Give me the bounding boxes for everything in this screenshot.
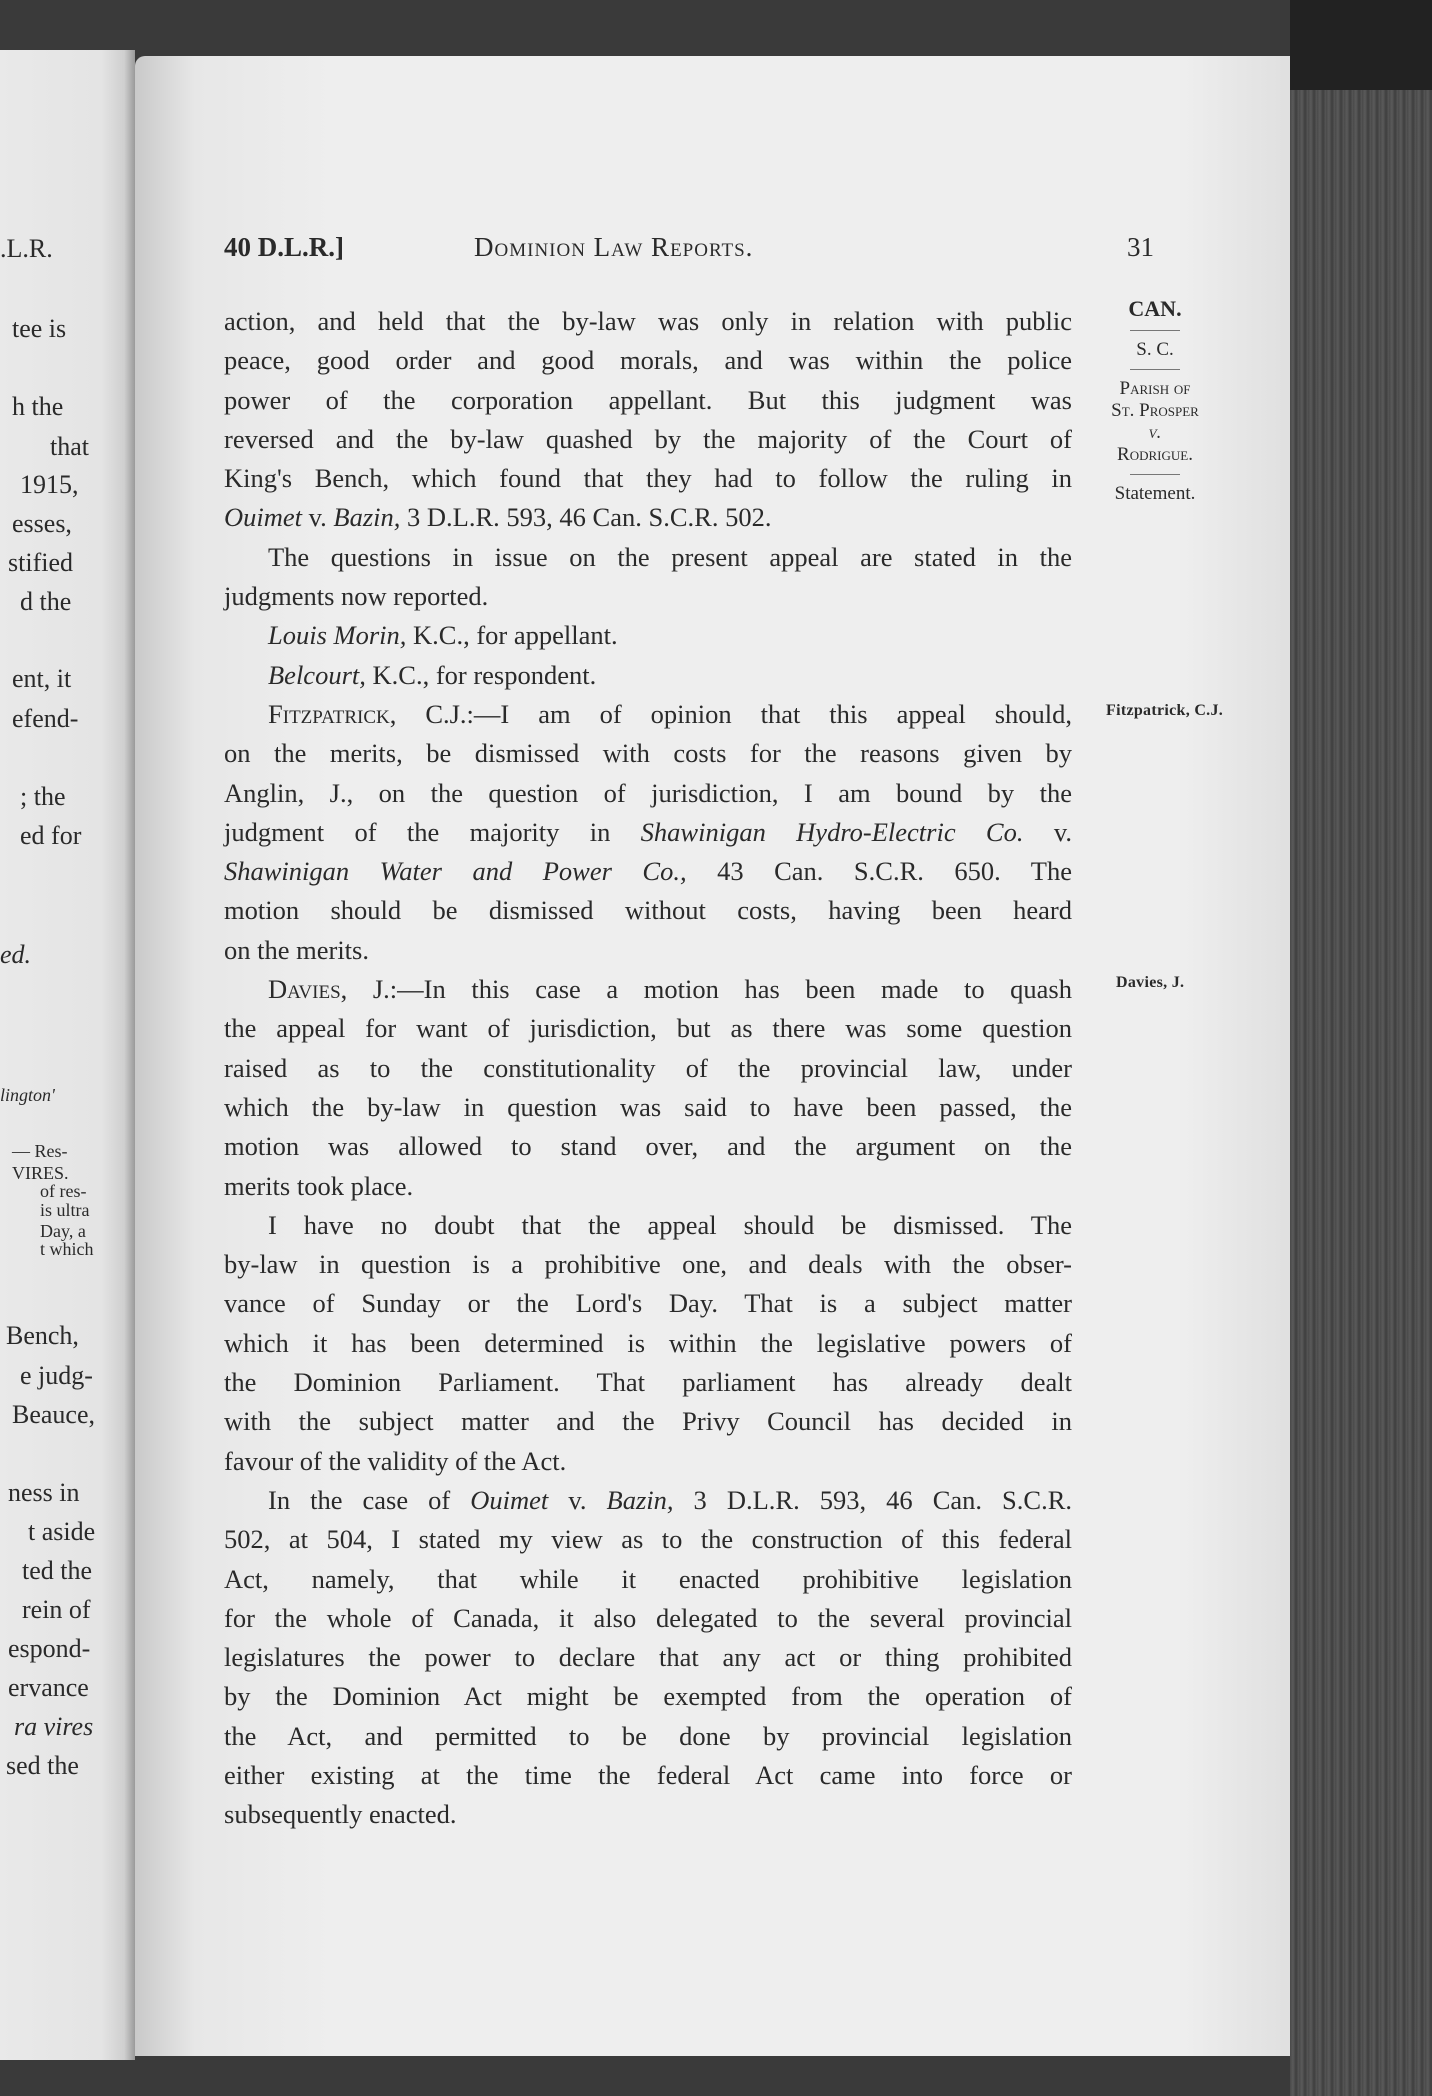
court-abbreviation: S. C. xyxy=(1136,339,1174,360)
case-name-line: Rodrigue. xyxy=(1117,444,1193,465)
volume-reference: 40 D.L.R.] xyxy=(224,232,344,262)
case-citation: Shawinigan Water and Power Co., xyxy=(224,856,687,887)
left-page-fragment: — Res- xyxy=(12,1141,68,1161)
text-line: motion should be dismissed without costs, having been heard xyxy=(224,895,1072,926)
case-name-line: St. Prosper xyxy=(1111,400,1199,421)
text-line: raised as to the constitutionality of the provincial law, under xyxy=(224,1052,1072,1083)
left-page-fragment: d the xyxy=(20,587,72,616)
text-line: by-law in question is a prohibitive one, and deals with the obser- xyxy=(224,1249,1072,1280)
counsel-name: Louis Morin, xyxy=(268,620,407,651)
case-citation: Ouimet xyxy=(470,1484,549,1515)
left-page-fragment: h the xyxy=(12,392,64,421)
text-line: peace, good order and good morals, and was within the police xyxy=(224,345,1072,376)
case-name-line: Parish of xyxy=(1119,378,1191,399)
left-page-fragment: ted the xyxy=(22,1556,93,1585)
text-span: K.C., for appellant. xyxy=(406,620,618,651)
text-line: on the merits, be dismissed with costs for the reasons given by xyxy=(224,738,1072,769)
text-line: either existing at the time the federal Act came into force or xyxy=(224,1759,1072,1790)
text-line: by the Dominion Act might be exempted from the operation of xyxy=(224,1681,1072,1712)
sidebar-rule xyxy=(1130,330,1180,331)
left-page-fragment: efend- xyxy=(12,704,79,733)
page-edges-stack xyxy=(1290,60,1432,2096)
left-page-fragment: ; the xyxy=(20,782,66,811)
text-line: merits took place. xyxy=(224,1170,414,1201)
text-span: In the case of xyxy=(268,1484,471,1515)
text-line: with the subject matter and the Privy Council has decided in xyxy=(224,1406,1072,1437)
text-span: , J.:—In this case a motion has been made to quash xyxy=(340,974,1072,1005)
top-shadow xyxy=(1290,0,1432,90)
text-line: The questions in issue on the present appeal are stated in the xyxy=(268,541,1072,572)
left-page-fragment: Bench, xyxy=(6,1321,79,1350)
section-label: Statement. xyxy=(1114,483,1196,504)
text-line: on the merits. xyxy=(224,934,369,965)
text-span: 3 D.L.R. 593, 46 Can. S.C.R. 502. xyxy=(400,502,772,533)
left-page-fragment: espond- xyxy=(8,1634,91,1663)
text-line: favour of the validity of the Act. xyxy=(224,1445,567,1476)
left-page-fragment: esses, xyxy=(12,509,72,538)
left-page-fragment: ed. xyxy=(0,940,32,969)
judge-name: Fitzpatrick xyxy=(268,698,390,729)
text-line: the appeal for want of jurisdiction, but as there was some question xyxy=(224,1013,1072,1044)
text-line xyxy=(224,695,1072,734)
left-page-fragment: tee is xyxy=(12,314,67,343)
body-text xyxy=(224,302,1072,1835)
text-span: v. xyxy=(1023,816,1072,847)
text-line xyxy=(224,498,1072,537)
left-page-fragment: of res- xyxy=(40,1181,87,1201)
left-page-fragment: ervance xyxy=(8,1673,89,1702)
running-header xyxy=(224,232,1154,266)
left-page-fragment: .L.R. xyxy=(0,234,53,263)
left-page-fragment: 1915, xyxy=(20,470,79,499)
case-citation: Bazin, xyxy=(606,1484,674,1515)
judge-name: Davies xyxy=(268,974,341,1005)
left-page-fragment: sed the xyxy=(6,1751,79,1780)
case-name-versus: v. xyxy=(1148,422,1162,443)
sidebar-rule xyxy=(1130,369,1180,370)
text-line: which the by-law in question was said to have been passed, the xyxy=(224,1091,1072,1122)
text-line: action, and held that the by-law was only in relation with public xyxy=(224,306,1072,336)
text-line xyxy=(224,970,1072,1009)
text-span: v. xyxy=(548,1484,607,1515)
text-span: K.C., for respondent. xyxy=(365,659,597,690)
text-line: judgments now reported. xyxy=(224,581,489,612)
counsel-respondent xyxy=(224,656,1072,695)
text-line: Act, namely, that while it enacted prohibitive legislation xyxy=(224,1563,1072,1594)
text-line: Anglin, J., on the question of jurisdiction, I am bound by the xyxy=(224,777,1072,808)
case-citation: Ouimet xyxy=(224,502,303,533)
text-line: which it has been determined is within the legislative powers of xyxy=(224,1327,1072,1358)
left-page-fragment: Beauce, xyxy=(12,1400,96,1429)
text-line: power of the corporation appellant. But this judgment was xyxy=(224,384,1072,415)
left-page-fragment: rein of xyxy=(22,1595,91,1624)
left-page-fragment: stified xyxy=(8,548,73,577)
text-span: , C.J.:—I am of opinion that this appeal should, xyxy=(389,698,1072,729)
case-sidebar xyxy=(1080,296,1230,505)
text-line xyxy=(224,813,1072,852)
text-line: motion was allowed to stand over, and the argument on the xyxy=(224,1131,1072,1162)
text-line: the Act, and permitted to be done by provincial legislation xyxy=(224,1720,1072,1751)
text-line: the Dominion Parliament. That parliament has already dealt xyxy=(224,1367,1072,1398)
case-citation: Shawinigan Hydro-Electric Co. xyxy=(640,816,1024,847)
left-page-fragment: e judg- xyxy=(20,1361,93,1390)
left-page-fragment: t aside xyxy=(28,1517,96,1546)
left-page-fragment: VIRES. xyxy=(12,1163,69,1183)
text-line: vance of Sunday or the Lord's Day. That is a subject matter xyxy=(224,1288,1072,1319)
sidebar-rule xyxy=(1130,474,1180,475)
text-line xyxy=(224,1481,1072,1520)
left-page-fragment: that xyxy=(50,432,89,461)
margin-note-davies: Davies, J. xyxy=(1116,974,1185,991)
publication-title: Dominion Law Reports. xyxy=(474,232,754,262)
text-line: I have no doubt that the appeal should be dismissed. The xyxy=(268,1209,1072,1240)
left-page-fragment: lington' xyxy=(0,1085,55,1105)
case-citation: Bazin, xyxy=(333,502,401,533)
text-line: subsequently enacted. xyxy=(224,1799,457,1830)
left-page-fragment: ent, it xyxy=(12,664,72,693)
text-line xyxy=(224,852,1072,891)
text-span: judgment of the majority in xyxy=(224,816,641,847)
counsel-appellant xyxy=(224,616,1072,655)
left-page-fragment: is ultra xyxy=(40,1200,90,1220)
left-page-fragment: ra vires xyxy=(14,1712,94,1741)
counsel-name: Belcourt, xyxy=(268,659,366,690)
margin-note-fitzpatrick: Fitzpatrick, C.J. xyxy=(1106,702,1224,719)
text-line: 502, at 504, I stated my view as to the construction of this federal xyxy=(224,1524,1072,1555)
left-page-fragment: ed for xyxy=(20,821,82,850)
text-span: 43 Can. S.C.R. 650. The xyxy=(686,856,1072,887)
page-number: 31 xyxy=(1127,232,1154,262)
text-span: 3 D.L.R. 593, 46 Can. S.C.R. xyxy=(673,1484,1073,1515)
text-line: reversed and the by-law quashed by the majority of the Court of xyxy=(224,423,1072,454)
left-page-fragment: t which xyxy=(40,1239,94,1259)
court-label: CAN. xyxy=(1128,296,1182,321)
text-line: King's Bench, which found that they had to follow the ruling in xyxy=(224,463,1072,494)
left-page-fragment: Day, a xyxy=(40,1221,86,1241)
text-line: legislatures the power to declare that any act or thing prohibited xyxy=(224,1642,1072,1673)
text-line: for the whole of Canada, it also delegated to the several provincial xyxy=(224,1602,1072,1633)
text-span: v. xyxy=(302,502,334,533)
left-page-fragment: ness in xyxy=(8,1478,80,1507)
